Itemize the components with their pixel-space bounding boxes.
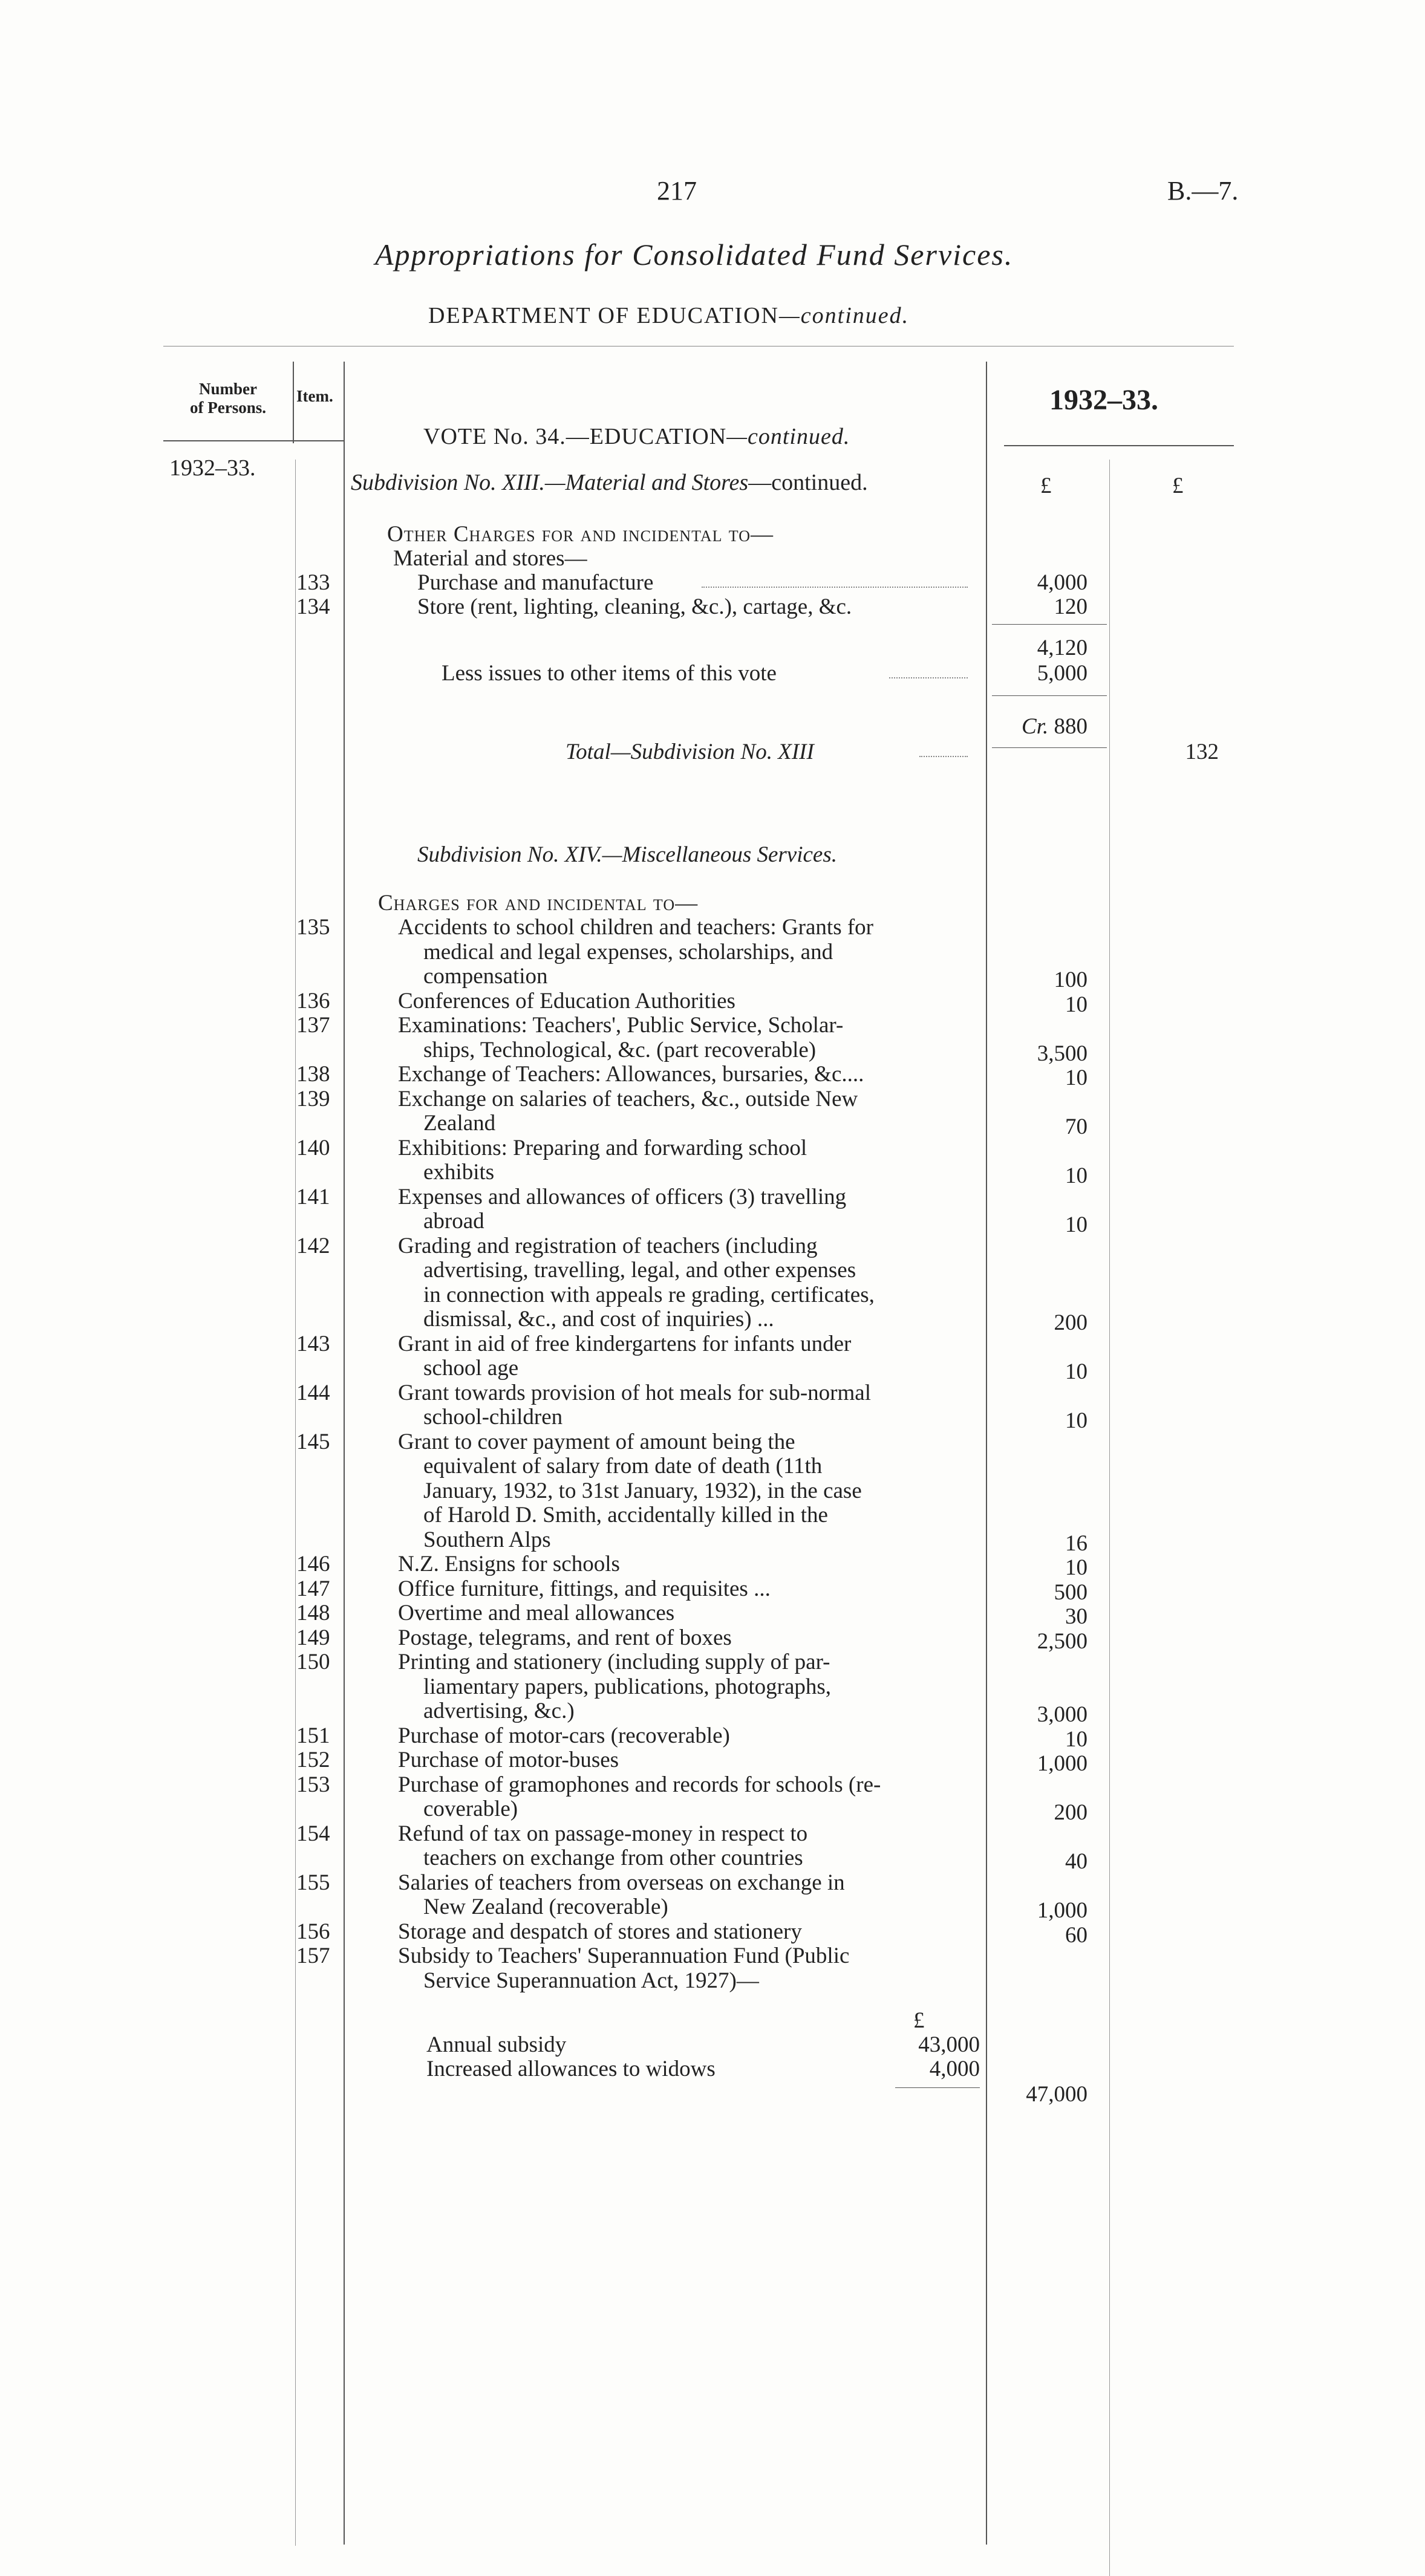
item-description-line: Examinations: Teachers', Public Service, Scholar- <box>398 1013 844 1038</box>
item-description-line: Office furniture, fittings, and requisites ... <box>398 1576 771 1601</box>
item-number: 154 <box>296 1821 330 1846</box>
item-description-line: Exchange of Teachers: Allowances, bursaries, &c.... <box>398 1062 864 1087</box>
total-subdivision-13-label: Total—Subdivision No. XIII <box>566 740 814 764</box>
subtotal-amount: 4,120 <box>1037 636 1088 660</box>
item-number: 141 <box>296 1184 330 1209</box>
sub-item-amount: 4,000 <box>929 2057 980 2081</box>
material-and-stores-label: Material and stores— <box>393 546 587 571</box>
item-amount: 10 <box>1065 1163 1088 1188</box>
leader-dots <box>889 677 968 678</box>
item-description-line: Grant to cover payment of amount being the <box>398 1429 795 1454</box>
item-description-line: Grading and registration of teachers (including <box>398 1233 818 1258</box>
item-amount: 40 <box>1065 1849 1088 1874</box>
page-number: 217 <box>657 176 697 206</box>
item-amount: 70 <box>1065 1114 1088 1139</box>
item-amount: 100 <box>1054 968 1088 992</box>
item-amount: 200 <box>1054 1310 1088 1335</box>
item-number: 157 <box>296 1943 330 1968</box>
total-subdivision-13-amount: 132 <box>1185 740 1219 764</box>
item-description-line: N.Z. Ensigns for schools <box>398 1552 620 1576</box>
item-amount: 10 <box>1065 1212 1088 1237</box>
item-number: 133 <box>296 570 330 595</box>
item-description-line: Southern Alps <box>423 1527 551 1552</box>
item-description-line: equivalent of salary from date of death (11th <box>423 1454 823 1478</box>
item-description-line: Purchase of motor-cars (recoverable) <box>398 1723 730 1748</box>
item-number: 134 <box>296 594 330 619</box>
item-description-line: Purchase of motor-buses <box>398 1748 619 1772</box>
column-divider-item <box>344 362 345 2545</box>
item-description-line: Conferences of Education Authorities <box>398 988 735 1013</box>
item-number: 135 <box>296 915 330 940</box>
sub-item-description: Increased allowances to widows <box>426 2057 716 2081</box>
vote-heading: VOTE No. 34.—EDUCATION—continued. <box>423 424 850 449</box>
subdivision-13-heading: Subdivision No. XIII.—Material and Stores—continued. <box>351 470 868 495</box>
item-description-line: Exchange on salaries of teachers, &c., outside New <box>398 1086 858 1111</box>
item-description-line: Accidents to school children and teachers: Grants for <box>398 915 873 940</box>
item-description-line: coverable) <box>423 1797 518 1821</box>
item-amount: 3,000 <box>1037 1702 1088 1727</box>
item-amount: 10 <box>1065 1359 1088 1384</box>
item-description-line: advertising, &c.) <box>423 1699 575 1723</box>
credit-rule <box>992 695 1107 696</box>
item-number: 148 <box>296 1601 330 1625</box>
item-amount: 2,500 <box>1037 1628 1088 1654</box>
sub-item-description: Annual subsidy <box>426 2032 567 2057</box>
item-description-line: Salaries of teachers from overseas on exchange in <box>398 1870 845 1895</box>
item-description-line: school-children <box>423 1405 563 1429</box>
charges-heading: Charges for and incidental to— <box>378 891 699 916</box>
department-heading <box>428 302 909 329</box>
item-number: 155 <box>296 1870 330 1895</box>
item-description: Store (rent, lighting, cleaning, &c.), cartage, &c. <box>417 594 852 619</box>
item-description-line: liamentary papers, publications, photographs, <box>423 1674 832 1699</box>
item-number: 140 <box>296 1135 330 1160</box>
item-number: 138 <box>296 1062 330 1087</box>
item-amount: 1,000 <box>1037 1898 1088 1923</box>
item-amount: 4,000 <box>1037 570 1088 595</box>
year-header: 1932–33. <box>1049 384 1158 416</box>
item-description-line: Grant in aid of free kindergartens for infants under <box>398 1331 852 1356</box>
column-divider-description <box>986 362 987 2545</box>
subdivision-14-heading: Subdivision No. XIV.—Miscellaneous Services. <box>417 842 837 867</box>
item-number: 143 <box>296 1331 330 1356</box>
item-description-line: school age <box>423 1356 519 1381</box>
item-description-line: medical and legal expenses, scholarships, and <box>423 939 833 964</box>
less-issues-label: Less issues to other items of this vote <box>442 661 777 686</box>
item-number: 149 <box>296 1625 330 1650</box>
item-number: 147 <box>296 1576 330 1601</box>
number-of-persons-header: Number of Persons. <box>190 380 266 417</box>
item-header: Item. <box>296 387 333 405</box>
item-description-line: dismissal, &c., and cost of inquiries) ... <box>423 1307 774 1332</box>
item-description-line: Printing and stationery (including supply of par- <box>398 1650 830 1674</box>
item-amount: 200 <box>1054 1800 1088 1825</box>
credit-amount: Cr. 880 <box>1022 714 1088 739</box>
item-amount: 60 <box>1065 1922 1088 1948</box>
item-description-line: Grant towards provision of hot meals for sub-normal <box>398 1380 871 1405</box>
item-description-line: ships, Technological, &c. (part recoverable) <box>423 1037 817 1062</box>
column-divider-amount <box>1109 460 1110 2576</box>
item-157-total: 47,000 <box>1026 2082 1088 2107</box>
item-number: 142 <box>296 1233 330 1258</box>
column-divider-persons <box>293 362 294 443</box>
item-number: 137 <box>296 1013 330 1038</box>
item-amount: 1,000 <box>1037 1751 1088 1776</box>
item-amount: 500 <box>1054 1579 1088 1605</box>
item-description-line: Exhibitions: Preparing and forwarding school <box>398 1135 807 1160</box>
item-amount: 10 <box>1065 992 1088 1017</box>
item-amount: 120 <box>1054 594 1088 619</box>
item-description-line: New Zealand (recoverable) <box>423 1895 668 1919</box>
item-description-line: Refund of tax on passage-money in respect to <box>398 1821 808 1846</box>
amount-header-rule <box>1004 445 1234 446</box>
item-number: 144 <box>296 1380 330 1405</box>
item-number: 139 <box>296 1086 330 1111</box>
item-number: 150 <box>296 1650 330 1674</box>
item-description-line: teachers on exchange from other countries <box>423 1846 803 1870</box>
leader-dots <box>702 587 968 588</box>
item-description-line: Purchase of gramophones and records for schools (re- <box>398 1772 881 1797</box>
leader-dots <box>919 756 968 757</box>
item-description-line: January, 1932, to 31st January, 1932), in the case <box>423 1478 862 1503</box>
item-description: Purchase and manufacture <box>417 570 654 595</box>
department-continued: —continued. <box>779 303 910 328</box>
pound-sign-1: £ <box>1040 473 1052 498</box>
item-amount: 10 <box>1065 1555 1088 1580</box>
item-number: 146 <box>296 1552 330 1576</box>
item-number: 152 <box>296 1748 330 1772</box>
item-description-line: Zealand <box>423 1111 496 1136</box>
item-amount: 10 <box>1065 1726 1088 1752</box>
persons-header-rule <box>163 440 345 441</box>
item-description-line: Postage, telegrams, and rent of boxes <box>398 1625 732 1650</box>
persons-year-label: 1932–33. <box>169 455 256 481</box>
item-amount: 30 <box>1065 1604 1088 1629</box>
subtotal-rule <box>992 624 1107 625</box>
item-description-line: Storage and despatch of stores and stationery <box>398 1919 802 1944</box>
item-description-line: exhibits <box>423 1160 495 1185</box>
document-reference: B.—7. <box>1167 176 1239 206</box>
column-divider-item-left <box>295 460 296 2546</box>
less-issues-amount: 5,000 <box>1037 661 1088 686</box>
item-description-line: Overtime and meal allowances <box>398 1601 675 1625</box>
item-description-line: of Harold D. Smith, accidentally killed in the <box>423 1503 828 1527</box>
item-description-line: Expenses and allowances of officers (3) travelling <box>398 1184 847 1209</box>
item-number: 156 <box>296 1919 330 1944</box>
sub-item-pound-sign: £ <box>913 2008 925 2033</box>
item-amount: 10 <box>1065 1065 1088 1090</box>
item-description-line: Service Superannuation Act, 1927)— <box>423 1968 759 1993</box>
item-amount: 16 <box>1065 1530 1088 1556</box>
sub-item-total-rule <box>895 2087 980 2088</box>
page-title: Appropriations for Consolidated Fund Services. <box>375 238 1014 272</box>
item-description-line: Subsidy to Teachers' Superannuation Fund (Public <box>398 1943 850 1968</box>
item-amount: 3,500 <box>1037 1041 1088 1066</box>
department-name: DEPARTMENT OF EDUCATION <box>428 303 779 328</box>
item-number: 145 <box>296 1429 330 1454</box>
item-number: 136 <box>296 988 330 1013</box>
credit-underline <box>992 747 1107 748</box>
item-number: 153 <box>296 1772 330 1797</box>
item-amount: 10 <box>1065 1408 1088 1433</box>
item-description-line: in connection with appeals re grading, certificates, <box>423 1282 875 1307</box>
item-description-line: abroad <box>423 1209 484 1234</box>
sub-item-amount: 43,000 <box>918 2032 980 2057</box>
other-charges-heading: Other Charges for and incidental to— <box>387 522 774 547</box>
item-description-line: compensation <box>423 964 548 989</box>
pound-sign-2: £ <box>1172 473 1184 498</box>
item-number: 151 <box>296 1723 330 1748</box>
item-description-line: advertising, travelling, legal, and other expenses <box>423 1258 856 1283</box>
